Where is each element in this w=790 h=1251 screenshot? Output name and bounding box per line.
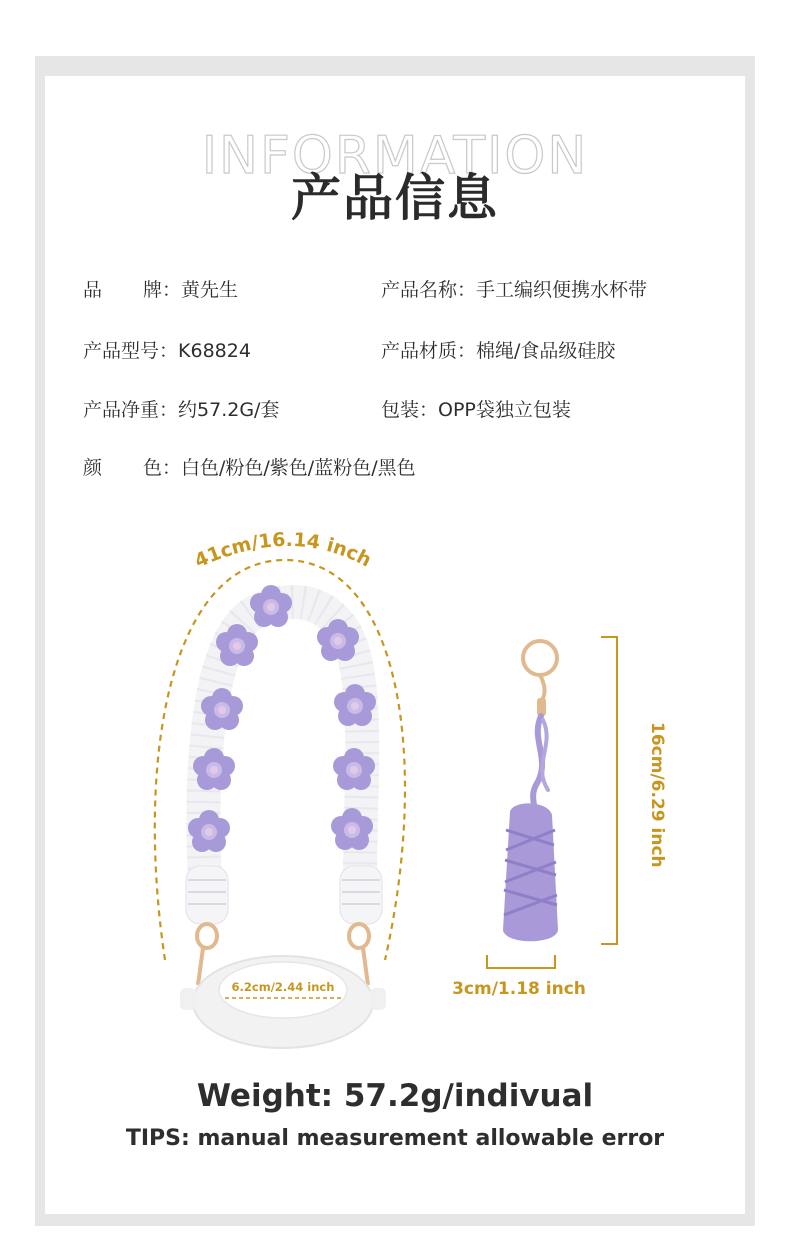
wrap-right <box>340 866 382 924</box>
ring-diameter-label: 6.2cm/2.44 inch <box>231 980 335 994</box>
tips-caption: TIPS: manual measurement allowable error <box>125 1126 665 1151</box>
color-label-b: 色： <box>142 457 181 479</box>
name-value: 手工编织便携水杯带 <box>476 279 648 301</box>
brand-label-a: 品 <box>83 279 103 301</box>
wrap-left <box>186 866 228 924</box>
package-label: 包装： <box>381 399 439 421</box>
pouch-width-label: 3cm/1.18 inch <box>452 979 586 999</box>
pouch-width-guide <box>487 955 555 968</box>
color-value: 白色/粉色/紫色/蓝粉色/黑色 <box>181 457 416 479</box>
pouch-item <box>503 641 558 941</box>
color-label-a: 颜 <box>83 457 103 479</box>
ghost-heading: INFORMATION <box>201 126 589 186</box>
name-label: 产品名称： <box>381 279 477 301</box>
model-value: K68824 <box>178 340 251 362</box>
page-title: 产品信息 <box>291 169 499 227</box>
pouch-height-label: 16cm/6.29 inch <box>647 722 667 868</box>
brand-label-b: 牌： <box>142 279 181 301</box>
model-label: 产品型号： <box>83 340 179 362</box>
material-label: 产品材质： <box>381 340 477 362</box>
weight-value: 约57.2G/套 <box>178 399 280 421</box>
material-value: 棉绳/食品级硅胶 <box>476 340 616 362</box>
weight-caption: Weight: 57.2g/indivual <box>196 1078 594 1114</box>
package-value: OPP袋独立包装 <box>438 399 571 421</box>
brand-value: 黄先生 <box>181 279 239 301</box>
strap-length-label: 41cm/16.14 inch <box>191 528 375 573</box>
weight-label: 产品净重： <box>83 399 179 421</box>
pouch-height-guide <box>601 637 617 944</box>
